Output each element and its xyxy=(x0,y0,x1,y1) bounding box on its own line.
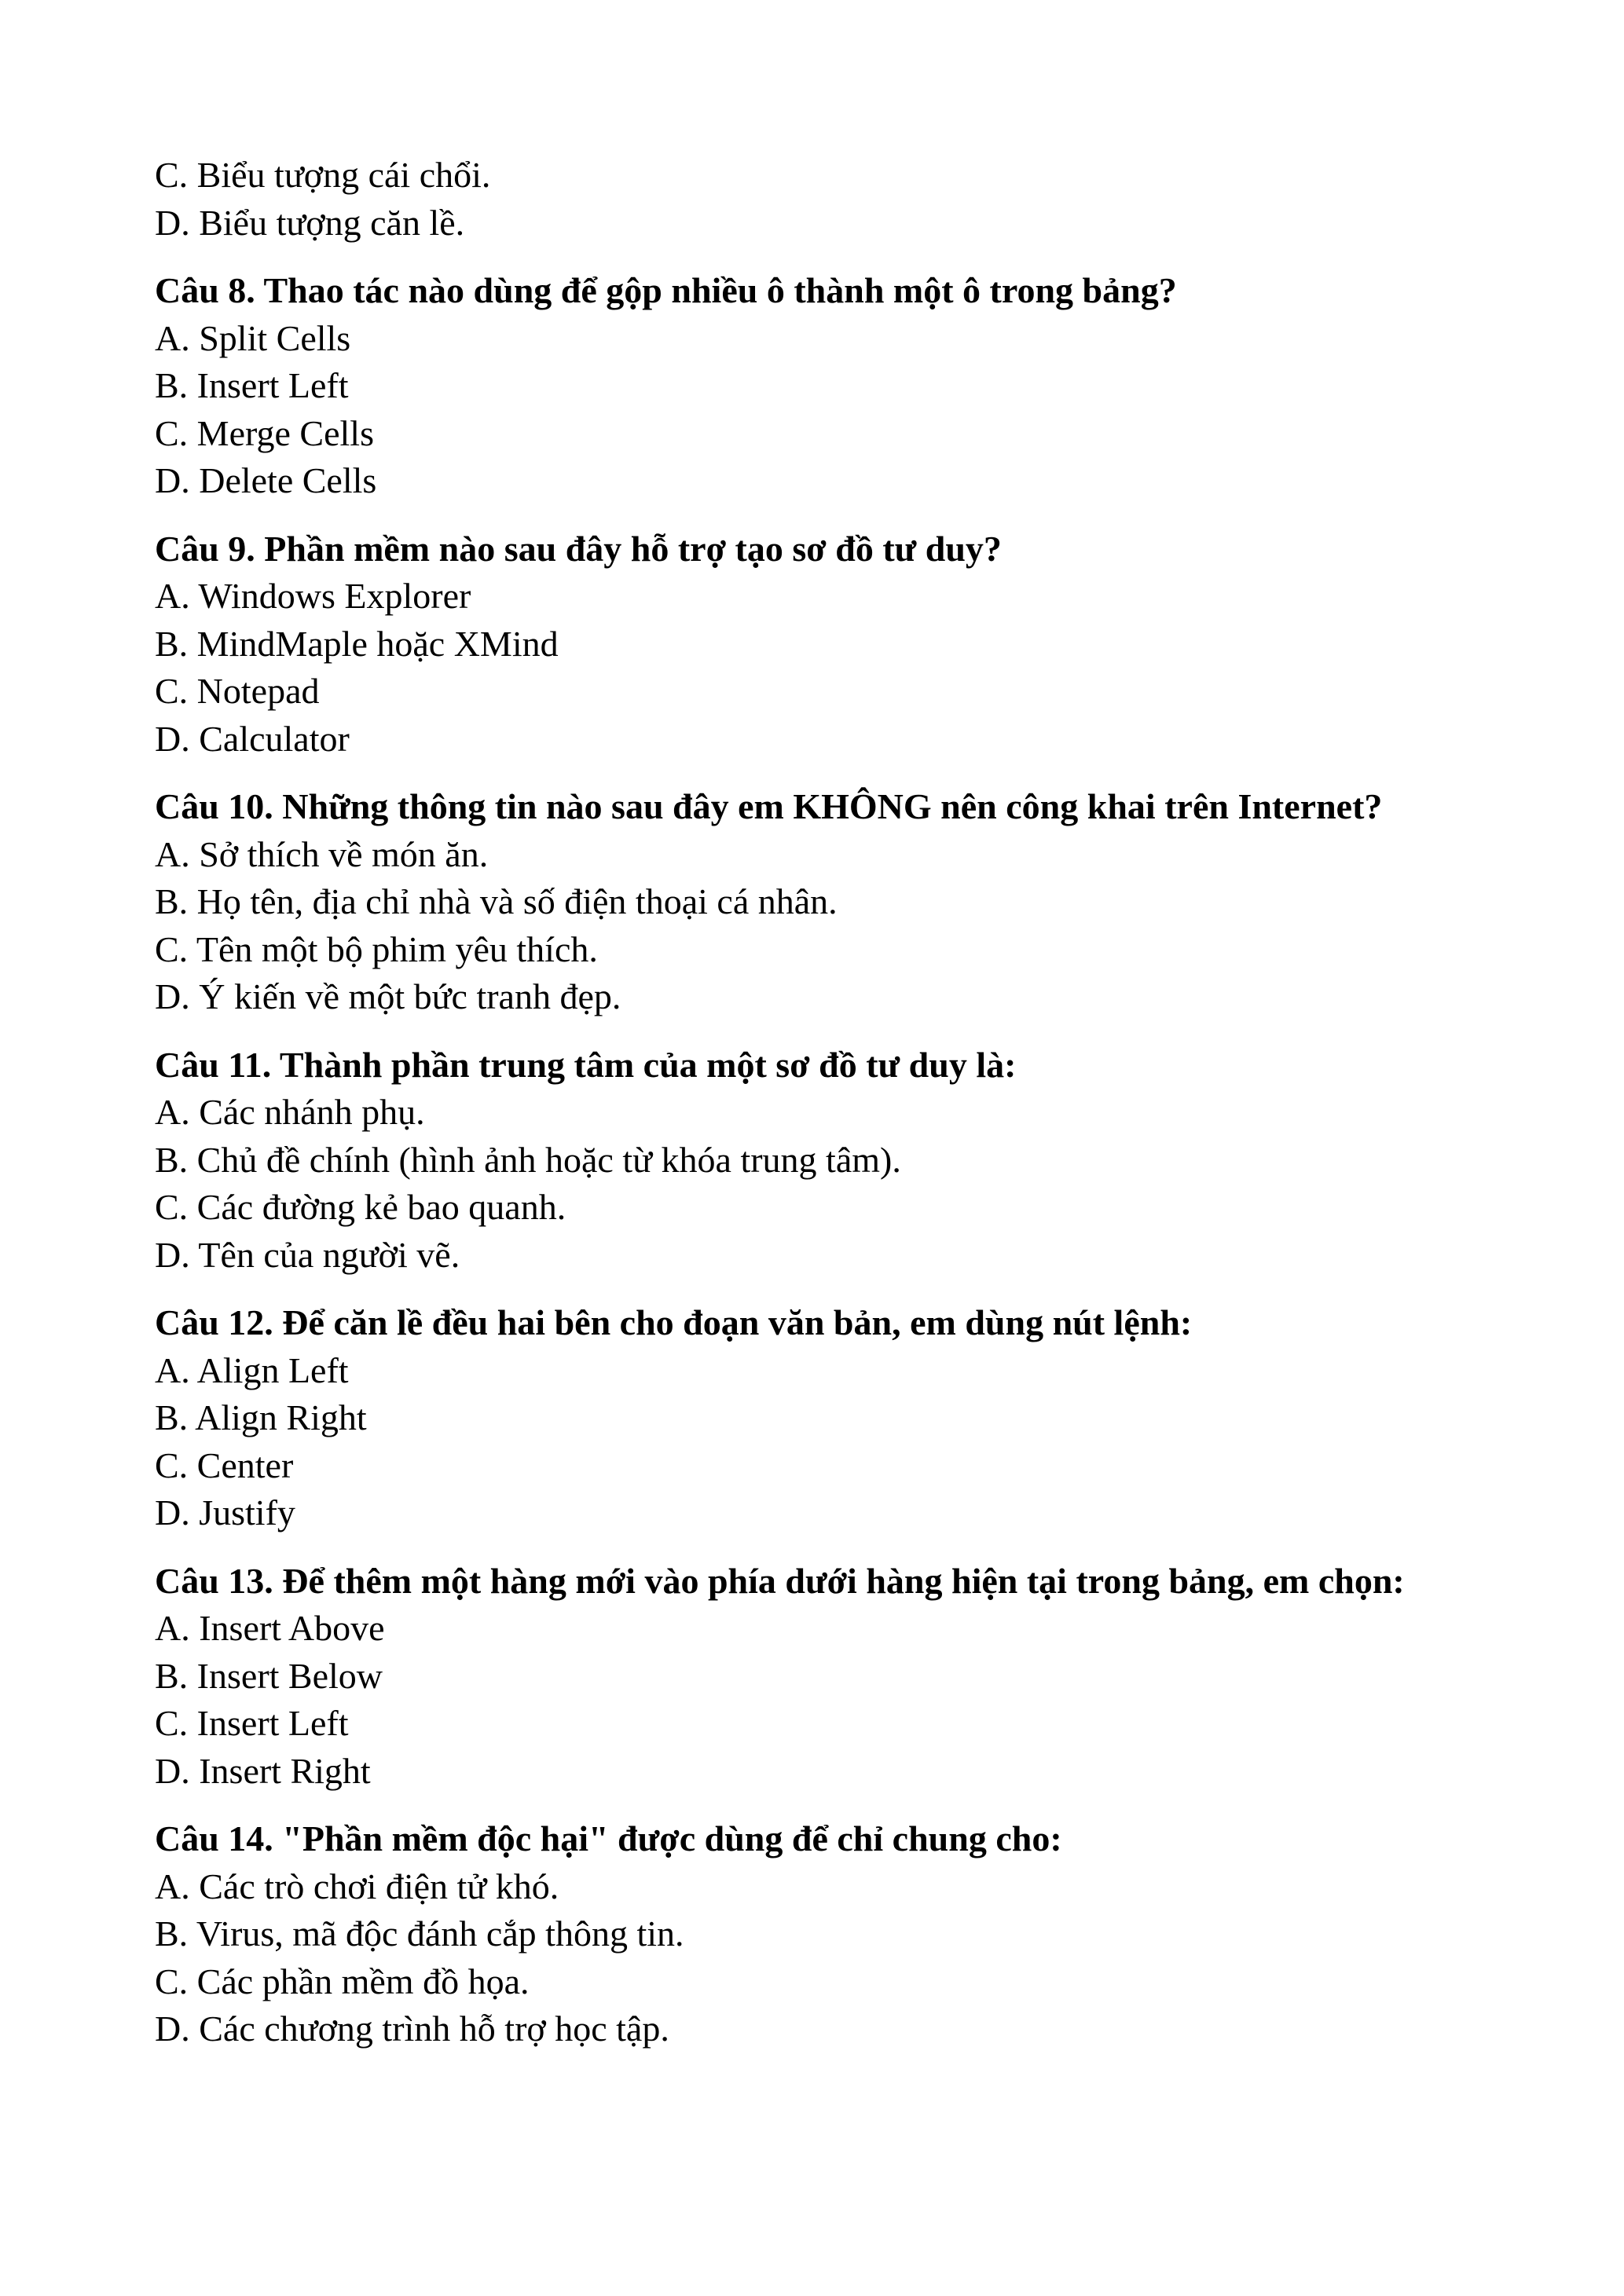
answer-option-a: A. Sở thích về món ăn. xyxy=(155,833,489,874)
question-12 xyxy=(155,1299,1569,1537)
answer-option-c: C. Các đường kẻ bao quanh. xyxy=(155,1187,566,1227)
answer-option-a: A. Các trò chơi điện tử khó. xyxy=(155,1866,559,1906)
answer-option-a: A. Split Cells xyxy=(155,317,351,358)
answer-option-c: C. Insert Left xyxy=(155,1703,349,1743)
answer-option-b: B. Họ tên, địa chỉ nhà và số điện thoại cá nhân. xyxy=(155,881,838,921)
answer-option-b: B. Insert Left xyxy=(155,365,349,405)
answer-option-d: D. Insert Right xyxy=(155,1750,371,1791)
question-13 xyxy=(155,1558,1569,1796)
answer-option-b: B. Virus, mã độc đánh cắp thông tin. xyxy=(155,1913,684,1954)
question-11 xyxy=(155,1042,1569,1280)
answer-option-b: B. Chủ đề chính (hình ảnh hoặc từ khóa trung tâm). xyxy=(155,1139,901,1180)
question-9 xyxy=(155,525,1569,764)
answer-option-d: D. Delete Cells xyxy=(155,460,377,500)
answer-option-b: B. Align Right xyxy=(155,1397,367,1437)
answer-option: D. Biểu tượng căn lề. xyxy=(155,202,465,243)
answer-option-a: A. Insert Above xyxy=(155,1608,385,1648)
question-title: Câu 8. Thao tác nào dùng để gộp nhiều ô thành một ô trong bảng? xyxy=(155,270,1177,310)
previous-question-continuation xyxy=(155,152,1569,247)
question-title: Câu 13. Để thêm một hàng mới vào phía dưới hàng hiện tại trong bảng, em chọn: xyxy=(155,1560,1405,1601)
question-title: Câu 10. Những thông tin nào sau đây em KHÔNG nên công khai trên Internet? xyxy=(155,786,1383,826)
question-title: Câu 14. "Phần mềm độc hại" được dùng để chỉ chung cho: xyxy=(155,1818,1062,1858)
answer-option-d: D. Ý kiến về một bức tranh đẹp. xyxy=(155,976,621,1016)
answer-option-a: A. Các nhánh phụ. xyxy=(155,1092,425,1132)
answer-option-a: A. Align Left xyxy=(155,1349,349,1390)
answer-option-b: B. Insert Below xyxy=(155,1655,383,1696)
question-title: Câu 12. Để căn lề đều hai bên cho đoạn văn bản, em dùng nút lệnh: xyxy=(155,1302,1193,1342)
question-14 xyxy=(155,1815,1569,2053)
answer-option-d: D. Tên của người vẽ. xyxy=(155,1234,460,1275)
answer-option-c: C. Merge Cells xyxy=(155,412,374,453)
answer-option-d: D. Justify xyxy=(155,1492,295,1532)
answer-option-a: A. Windows Explorer xyxy=(155,576,471,616)
question-10 xyxy=(155,783,1569,1021)
answer-option-c: C. Center xyxy=(155,1445,294,1485)
answer-option-d: D. Calculator xyxy=(155,718,350,759)
answer-option: C. Biểu tượng cái chổi. xyxy=(155,155,491,195)
answer-option-c: C. Tên một bộ phim yêu thích. xyxy=(155,928,598,969)
answer-option-d: D. Các chương trình hỗ trợ học tập. xyxy=(155,2009,669,2049)
answer-option-c: C. Notepad xyxy=(155,671,320,711)
answer-option-c: C. Các phần mềm đồ họa. xyxy=(155,1961,530,2001)
answer-option-b: B. MindMaple hoặc XMind xyxy=(155,623,559,664)
quiz-page xyxy=(155,152,1569,2053)
question-title: Câu 11. Thành phần trung tâm của một sơ đồ tư duy là: xyxy=(155,1044,1017,1085)
question-8 xyxy=(155,267,1569,505)
question-title: Câu 9. Phần mềm nào sau đây hỗ trợ tạo sơ đồ tư duy? xyxy=(155,528,1002,569)
